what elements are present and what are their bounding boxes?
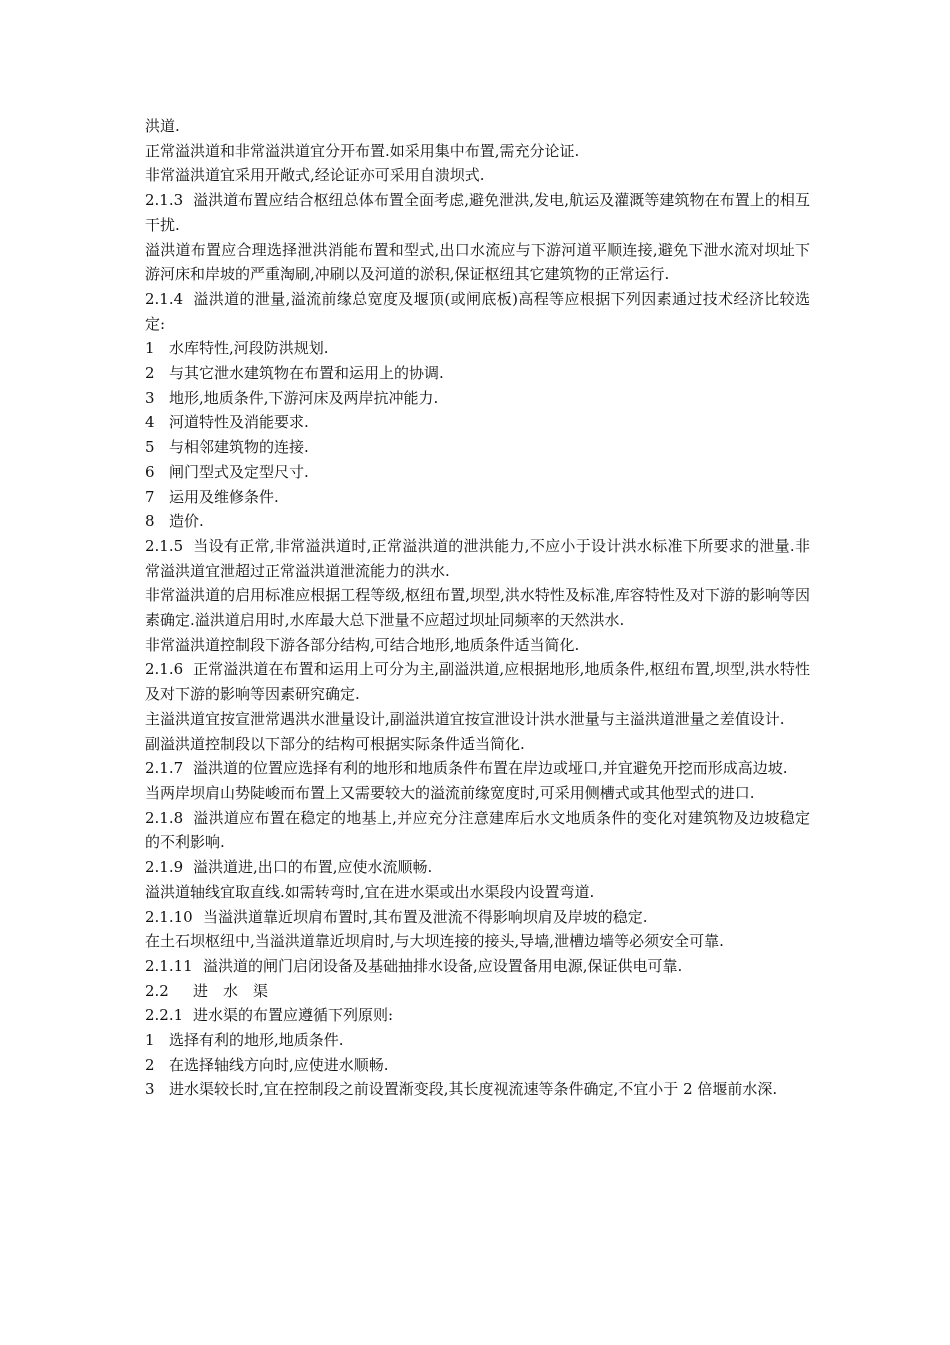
list-item <box>145 410 810 435</box>
item-text: 地形,地质条件,下游河床及两岸抗冲能力. <box>169 388 439 407</box>
paragraph-text: 非常溢洪道控制段下游各部分结构,可结合地形,地质条件适当简化. <box>145 635 580 654</box>
list-item <box>145 1077 810 1102</box>
paragraph-text: 溢洪道的闸门启闭设备及基础抽排水设备,应设置备用电源,保证供电可靠. <box>203 956 683 975</box>
clause-number: 2.1.6 <box>145 660 184 679</box>
paragraph-text: 溢洪道的泄量,溢流前缘总宽度及堰顶(或闸底板)高程等应根据下列因素通过技术经济比较选定: <box>145 289 810 333</box>
clause-2-1-11 <box>145 954 810 979</box>
list-item <box>145 485 810 510</box>
item-text: 选择有利的地形,地质条件. <box>169 1031 344 1050</box>
paragraph <box>145 880 810 905</box>
clause-number: 2.1.9 <box>145 858 184 877</box>
paragraph-text: 在土石坝枢纽中,当溢洪道靠近坝肩时,与大坝连接的接头,导墙,泄槽边墙等必须安全可靠. <box>145 932 724 951</box>
list-item <box>145 336 810 361</box>
paragraph-text: 当设有正常,非常溢洪道时,正常溢洪道的泄洪能力,不应小于设计洪水标准下所要求的泄量.非常溢洪道宜泄超过正常溢洪道泄流能力的洪水. <box>145 536 810 580</box>
clause-2-1-6 <box>145 657 810 706</box>
item-number: 8 <box>145 512 155 531</box>
paragraph-text: 溢洪道轴线宜取直线.如需转弯时,宜在进水渠或出水渠段内设置弯道. <box>145 882 595 901</box>
paragraph <box>145 929 810 954</box>
paragraph <box>145 707 810 732</box>
paragraph-text: 溢洪道布置应合理选择泄洪消能布置和型式,出口水流应与下游河道平顺连接,避免下泄水流对坝址下游河床和岸坡的严重淘刷,冲刷以及河道的淤积,保证枢纽其它建筑物的正常运行. <box>145 240 810 284</box>
item-number: 1 <box>145 339 155 358</box>
item-text: 闸门型式及定型尺寸. <box>169 462 309 481</box>
item-text: 在选择轴线方向时,应使进水顺畅. <box>169 1055 389 1074</box>
clause-number: 2.1.7 <box>145 759 184 778</box>
paragraph <box>145 633 810 658</box>
clause-2-1-7 <box>145 756 810 781</box>
item-number: 3 <box>145 1080 155 1099</box>
paragraph-text: 非常溢洪道宜采用开敞式,经论证亦可采用自溃坝式. <box>145 166 485 185</box>
paragraph <box>145 583 810 632</box>
paragraph <box>145 732 810 757</box>
paragraph-text: 洪道. <box>145 117 180 135</box>
paragraph-text: 正常溢洪道和非常溢洪道宜分开布置.如采用集中布置,需充分论证. <box>145 141 580 160</box>
paragraph-text: 正常溢洪道在布置和运用上可分为主,副溢洪道,应根据地形,地质条件,枢纽布置,坝型,洪水特性及对下游的影响等因素研究确定. <box>145 660 810 704</box>
paragraph-text: 进水渠的布置应遵循下列原则: <box>193 1006 394 1025</box>
list-item <box>145 435 810 460</box>
paragraph <box>145 238 810 287</box>
list-item <box>145 460 810 485</box>
paragraph-text: 当两岸坝肩山势陡峻而布置上又需要较大的溢流前缘宽度时,可采用侧槽式或其他型式的进口. <box>145 783 755 802</box>
list-item <box>145 1028 810 1053</box>
clause-2-2-1 <box>145 1003 810 1028</box>
clause-number: 2.1.5 <box>145 536 184 555</box>
clause-number: 2.1.10 <box>145 907 193 926</box>
item-text: 河道特性及消能要求. <box>169 413 309 432</box>
paragraph-text: 主溢洪道宜按宣泄常遇洪水泄量设计,副溢洪道宜按宣泄设计洪水泄量与主溢洪道泄量之差值设计. <box>145 709 785 728</box>
item-text: 造价. <box>169 512 204 531</box>
item-number: 5 <box>145 438 155 457</box>
list-item <box>145 386 810 411</box>
item-text: 与相邻建筑物的连接. <box>169 438 309 457</box>
clause-number: 2.1.4 <box>145 289 184 308</box>
item-number: 2 <box>145 364 155 383</box>
clause-number: 2.1.11 <box>145 956 193 975</box>
clause-number: 2.1.8 <box>145 808 184 827</box>
item-text: 运用及维修条件. <box>169 487 279 506</box>
item-number: 1 <box>145 1031 155 1050</box>
clause-2-1-3 <box>145 188 810 237</box>
item-number: 4 <box>145 413 155 432</box>
list-item <box>145 361 810 386</box>
clause-2-1-9 <box>145 855 810 880</box>
clause-2-1-4 <box>145 287 810 336</box>
item-text: 进水渠较长时,宜在控制段之前设置渐变段,其长度视流速等条件确定,不宜小于 2 倍堰前水深. <box>169 1080 778 1099</box>
paragraph-text: 溢洪道应布置在稳定的地基上,并应充分注意建库后水文地质条件的变化对建筑物及边坡稳定的不利影响. <box>145 808 810 852</box>
section-number: 2.2 <box>145 981 169 1000</box>
clause-2-1-8 <box>145 806 810 855</box>
list-item <box>145 509 810 534</box>
clause-2-1-5 <box>145 534 810 583</box>
paragraph-text: 当溢洪道靠近坝肩布置时,其布置及泄流不得影响坝肩及岸坡的稳定. <box>203 907 648 926</box>
item-number: 3 <box>145 388 155 407</box>
document-page <box>145 114 810 1102</box>
paragraph <box>145 139 810 164</box>
list-item <box>145 1053 810 1078</box>
paragraph-text: 溢洪道布置应结合枢纽总体布置全面考虑,避免泄洪,发电,航运及灌溉等建筑物在布置上的相互干扰. <box>145 191 810 234</box>
section-title: 进 水 渠 <box>193 981 269 1000</box>
item-number: 7 <box>145 487 155 506</box>
paragraph-text: 非常溢洪道的启用标准应根据工程等级,枢纽布置,坝型,洪水特性及标准,库容特性及对下游的影响等因素确定.溢洪道启用时,水库最大总下泄量不应超过坝址同频率的天然洪水. <box>145 586 810 630</box>
clause-number: 2.2.1 <box>145 1006 184 1025</box>
paragraph <box>145 114 810 139</box>
item-number: 6 <box>145 462 155 481</box>
paragraph <box>145 781 810 806</box>
item-number: 2 <box>145 1055 155 1074</box>
item-text: 与其它泄水建筑物在布置和运用上的协调. <box>169 364 444 383</box>
item-text: 水库特性,河段防洪规划. <box>169 339 329 358</box>
paragraph <box>145 163 810 188</box>
clause-2-1-10 <box>145 905 810 930</box>
section-heading-2-2 <box>145 979 810 1004</box>
paragraph-text: 副溢洪道控制段以下部分的结构可根据实际条件适当简化. <box>145 734 525 753</box>
paragraph-text: 溢洪道进,出口的布置,应使水流顺畅. <box>193 858 433 877</box>
paragraph-text: 溢洪道的位置应选择有利的地形和地质条件布置在岸边或垭口,并宜避免开挖而形成高边坡. <box>193 759 788 778</box>
clause-number: 2.1.3 <box>145 191 184 210</box>
